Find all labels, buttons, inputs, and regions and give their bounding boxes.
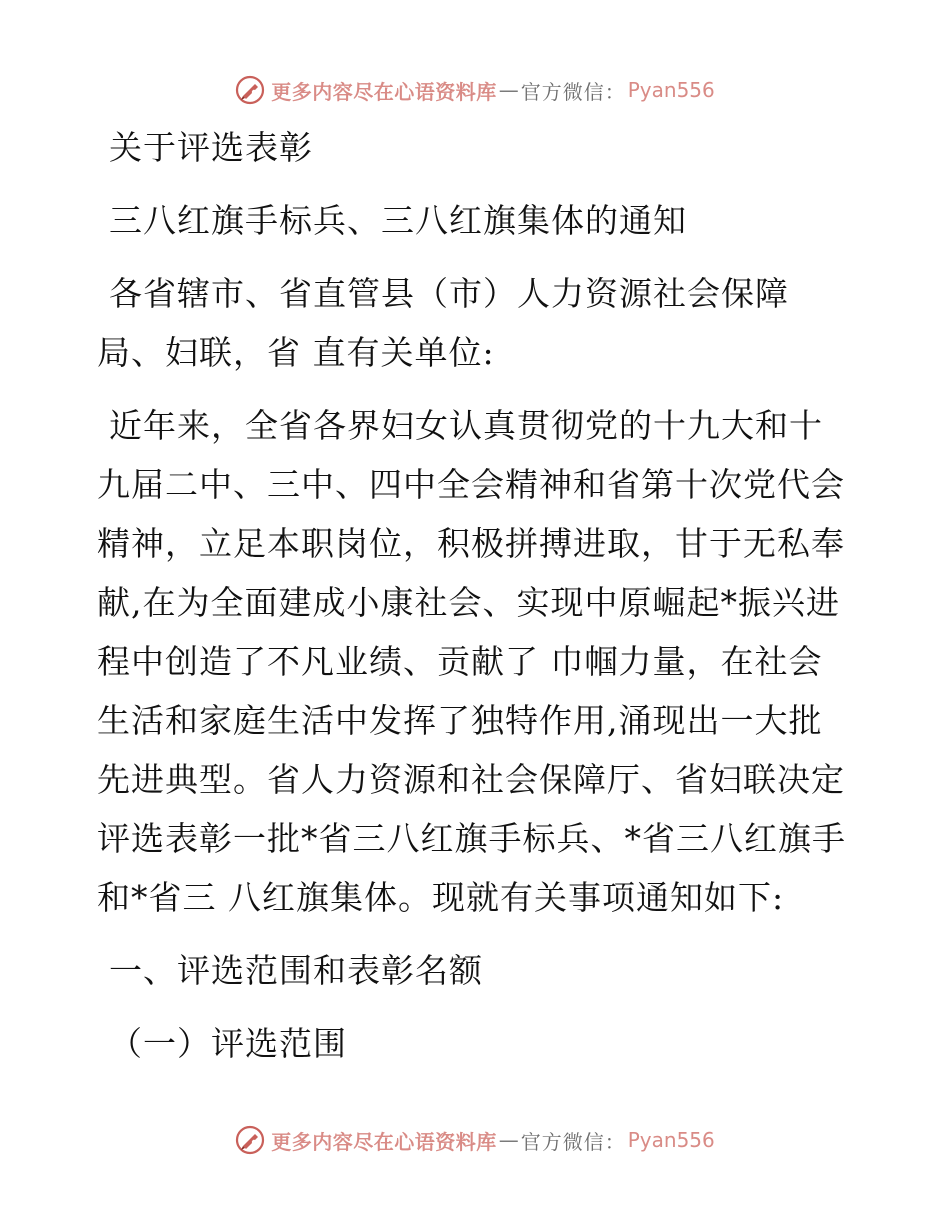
paragraph-line: 精神，立足本职岗位，积极拼搏进取，甘于无私奉 [97, 524, 845, 563]
paragraph-line: 和*省三 八红旗集体。现就有关事项通知如下: [97, 878, 785, 917]
footer-watermark [0, 1120, 950, 1160]
paragraph-line: 生活和家庭生活中发挥了独特作用,涌现出一大批 [97, 701, 823, 740]
paragraph-line: 评选表彰一批*省三八红旗手标兵、*省三八红旗手 [97, 819, 846, 858]
paragraph-line: 献,在为全面建成小康社会、实现中原崛起*振兴进 [97, 583, 840, 622]
document-title-line-2: 三八红旗手标兵、三八红旗集体的通知 [109, 201, 687, 240]
paragraph-line: 近年来，全省各界妇女认真贯彻党的十九大和十 [109, 406, 823, 445]
section-heading: 一、评选范围和表彰名额 [109, 951, 483, 990]
watermark-brand: 更多内容尽在心语资料库 [271, 79, 497, 104]
paragraph-line: 先进典型。省人力资源和社会保障厅、省妇联决定 [97, 760, 845, 799]
watermark-label: 官方微信： [520, 79, 626, 104]
document-title-line-1: 关于评选表彰 [109, 128, 313, 167]
salutation-line: 各省辖市、省直管县（市）人力资源社会保障 [109, 274, 789, 313]
header-watermark [0, 70, 950, 110]
watermark-dash: — [498, 1128, 519, 1152]
watermark-wechat-id: Pyan556 [627, 78, 715, 102]
watermark-brand: 更多内容尽在心语资料库 [271, 1129, 497, 1154]
subsection-heading: （一）评选范围 [109, 1024, 347, 1063]
watermark-label: 官方微信： [520, 1129, 626, 1154]
watermark-dash: — [498, 78, 519, 102]
paragraph-line: 九届二中、三中、四中全会精神和省第十次党代会 [97, 465, 845, 504]
pen-logo-icon [235, 75, 265, 105]
salutation-line: 局、妇联，省 直有关单位: [97, 333, 495, 372]
paragraph-line: 程中创造了不凡业绩、贡献了 巾帼力量，在社会 [97, 642, 823, 681]
pen-logo-icon [235, 1125, 265, 1155]
document-body [97, 118, 857, 1073]
watermark-wechat-id: Pyan556 [627, 1128, 715, 1152]
